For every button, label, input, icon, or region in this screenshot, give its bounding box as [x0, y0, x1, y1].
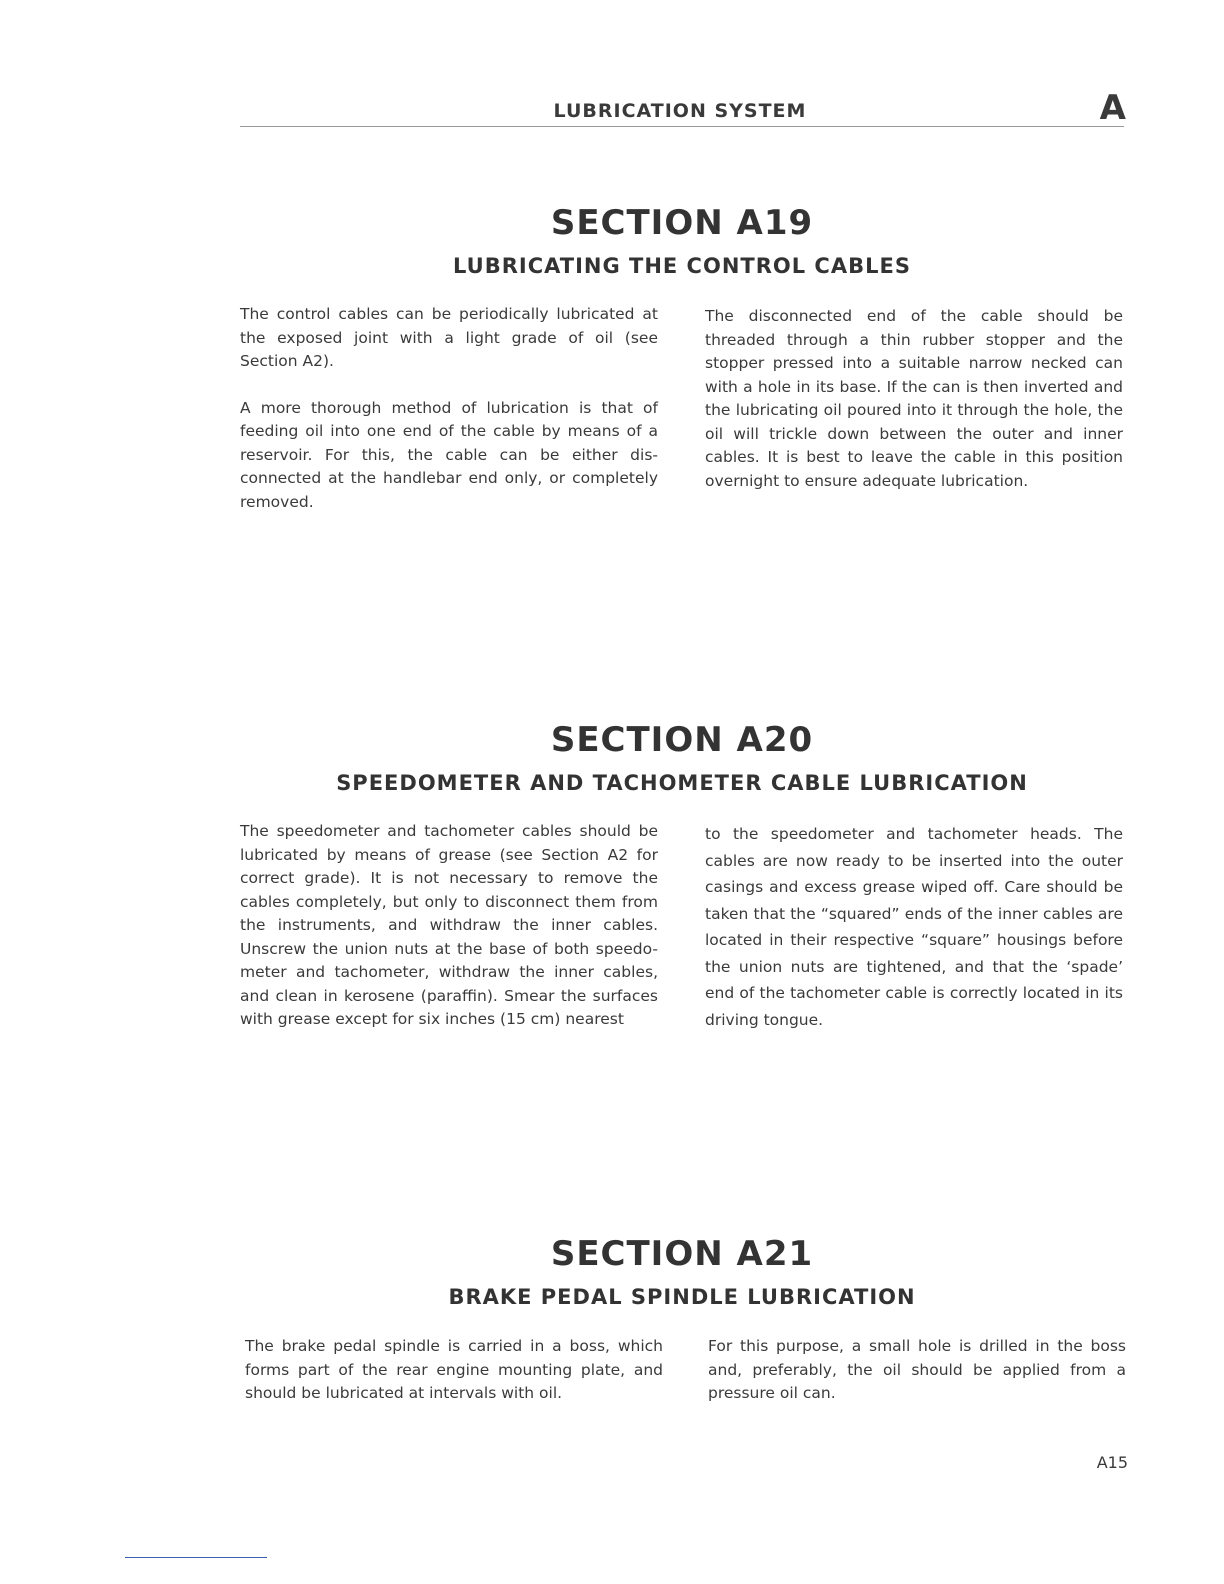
page-number: A15 — [1096, 1453, 1128, 1472]
page-header-letter: A — [1099, 88, 1126, 128]
paragraph: to the speedometer and tachometer heads. The cables are now ready to be inserted into the outer casings and excess grease wiped off. Care should be taken that the “squared” ends of the inner cables are located in their respective “square” housings before the union nuts are tightened, and that the ‘spade’ end of the tachometer cable is correctly located in its driving tongue. — [705, 825, 1123, 1029]
section-left-column — [240, 303, 658, 537]
footer-rule — [125, 1557, 267, 1558]
paragraph: A more thorough method of lubrication is that of feeding oil into one end of the cable by means of a reservoir. For this, the cable can be either dis-connected at the handlebar end only, or completely removed. — [240, 398, 658, 511]
section-subheading: BRAKE PEDAL SPINDLE LUBRICATION — [448, 1285, 916, 1309]
paragraph: For this purpose, a small hole is drilled in the boss and, preferably, the oil should be applied from a pressure oil can. — [708, 1337, 1126, 1402]
section-left-column — [240, 820, 658, 1055]
section-heading: SECTION A20 — [550, 720, 814, 760]
section-heading: SECTION A19 — [550, 203, 814, 243]
section-subheading: LUBRICATING THE CONTROL CABLES — [453, 254, 911, 278]
paragraph: The control cables can be periodically lubricated at the exposed joint with a light grade of oil (see Section A2). — [240, 305, 658, 370]
page-header-title: LUBRICATION SYSTEM — [553, 100, 807, 122]
section-heading: SECTION A21 — [550, 1234, 814, 1274]
header-rule — [240, 126, 1124, 127]
section-subheading: SPEEDOMETER AND TACHOMETER CABLE LUBRICATION — [336, 771, 1028, 795]
paragraph: The brake pedal spindle is carried in a boss, which forms part of the rear engine mounting plate, and should be lubricated at intervals with oil. — [245, 1337, 663, 1402]
paragraph: The speedometer and tachometer cables should be lubricated by means of grease (see Section A2 for correct grade). It is not necessary to remove the cables completely, but only to disconnect them from the instruments, and withdraw the inner cables. Unscrew the union nuts at the base of both speedo-meter and tachometer, withdraw the inner cables, and clean in kerosene (paraffin). Smear the surfaces with grease except for six inches (15 cm) nearest — [240, 822, 658, 1028]
paragraph: The disconnected end of the cable should be threaded through a thin rubber stopper and the stopper pressed into a suitable narrow necked can with a hole in its base. If the can is then inverted and the lubricating oil poured into it through the hole, the oil will trickle down between the outer and inner cables. It is best to leave the cable in this position overnight to ensure adequate lubrication. — [705, 307, 1123, 490]
section-right-column — [705, 305, 1123, 516]
section-right-column — [705, 821, 1123, 1056]
section-right-column — [708, 1335, 1126, 1429]
section-left-column — [245, 1335, 663, 1429]
